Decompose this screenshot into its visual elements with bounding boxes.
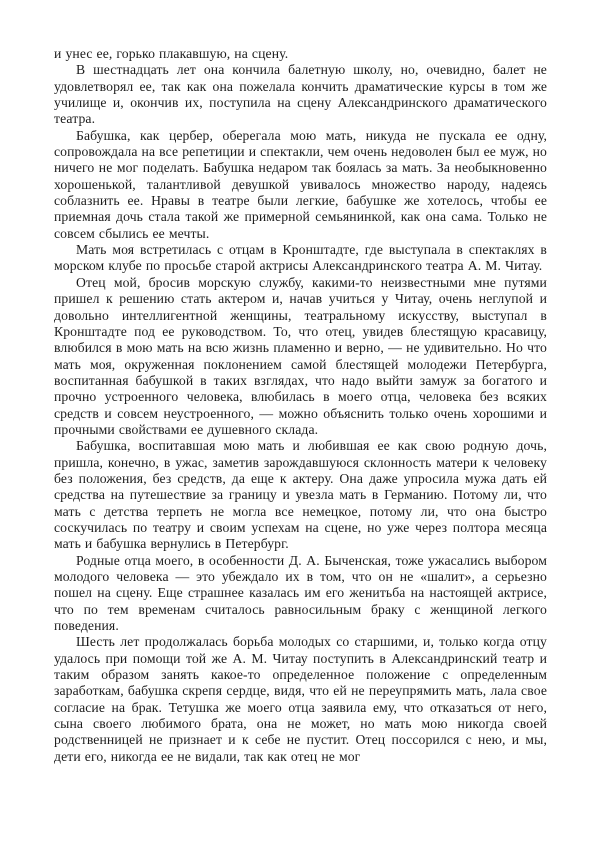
paragraph: Бабушка, как цербер, оберегала мою мать, никуда не пускала ее одну, сопровождала на все репетиции и спектакли, чем очень недоволен был ее муж, но ничего не мог поделать. Бабушка недаром так боялась за мать. За необыкновенно хорошенькой, талантливой девушкой увивалось множество народу, надеясь соблазнить ее. Нравы в театре были легкие, бабушке же хотелось, чтобы ее приемная дочь стала такой же примерной семьянинкой, как она сама. Только не совсем сбылись ее мечты. [54, 127, 547, 241]
paragraph: Мать моя встретилась с отцам в Кронштадте, где выступала в спектаклях в морском клубе по просьбе старой актрисы Александринского театра А. М. Читау. [54, 242, 547, 274]
paragraph: Шесть лет продолжалась борьба молодых со старшими, и, только когда отцу удалось при помощи той же А. М. Читау поступить в Александринский театр и таким образом занять какое-то определенное положение с определенным заработкам, бабушка скрепя сердце, видя, что ей не переупрямить мать, лала свое согласие на брак. Тетушка же моего отца заявила ему, что отказаться от него, сына своего любимого брата, она не может, но мать мою никогда своей родственницей не признает и к себе не пустит. Отец поссорился с нею, и мы, дети его, никогда ее не видали, так как отец не мог [54, 634, 547, 764]
paragraph: В шестнадцать лет она кончила балетную школу, но, очевидно, балет не удовлетворял ее, так как она пожелала кончить драматические курсы в том же училище и, окончив их, поступила на сцену Александринского драматического театра. [54, 62, 547, 127]
text-column [54, 46, 547, 765]
paragraph-continuation: и унес ее, горько плакавшую, на сцену. [54, 46, 289, 61]
paragraph: Родные отца моего, в особенности Д. А. Быченская, тоже ужасались выбором молодого человека — это убеждало их в том, что он не «шалит», а серьезно пошел на сцену. Еще страшнее казалась им его женитьба на настоящей актрисе, что по тем временам считалось равносильным браку с женщиной легкого поведения. [54, 552, 547, 634]
paragraph: Отец мой, бросив морскую службу, какими-то неизвестными мне путями пришел к решению стать актером и, начав учиться у Читау, очень неглупой и довольно интеллигентной женщины, театральному искусству, выступал в Кронштадте под ее руководством. То, что отец, увидев блестящую красавицу, влюбился в мою мать на всю жизнь пламенно и верно, — не удивительно. Но что мать моя, окруженная поклонением самой блестящей молодежи Петербурга, воспитанная бабушкой в таких взглядах, что надо выйти замуж за богатого и прочно устроенного человека, влюбилась в моего отца, человека без всяких средств и совсем неустроенного, — можно объяснить только очень хорошими и прочными свойствами ее душевного склада. [54, 274, 547, 437]
paragraph: Бабушка, воспитавшая мою мать и любившая ее как свою родную дочь, пришла, конечно, в ужас, заметив зарождавшуюся склонность матери к человеку без положения, без средств, да еще к актеру. Она даже упросила мужа дать ей средства на путешествие за границу и увезла мать в Германию. Потому ли, что мать с детства терпеть не могла все немецкое, потому ли, что она быстро соскучилась по театру и своим успехам на сцене, но уже через полтора месяца мать и бабушка вернулись в Петербург. [54, 438, 547, 552]
